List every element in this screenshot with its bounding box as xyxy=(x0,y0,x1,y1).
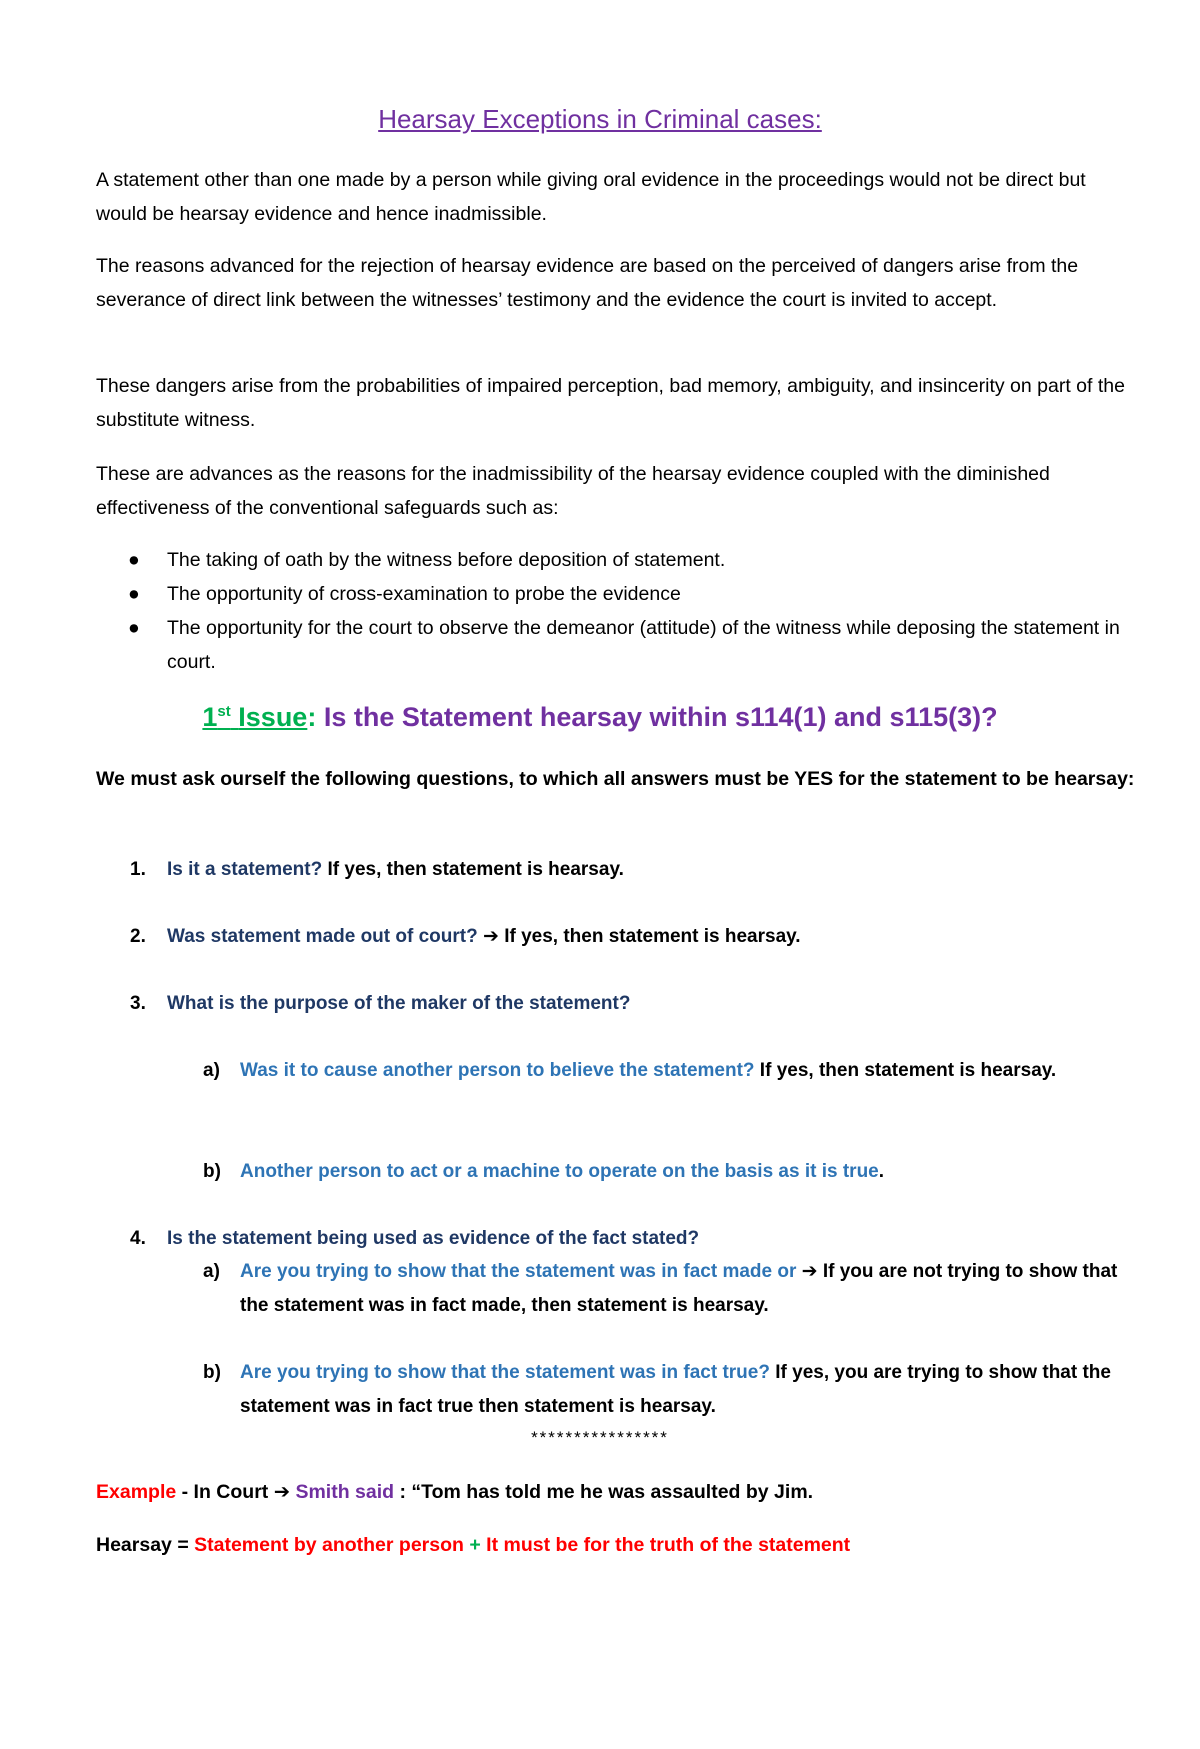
question-3b: Another person to act or a machine to operate on the basis as it is true. xyxy=(240,1161,885,1182)
sub-question-letter: b) xyxy=(203,1362,221,1383)
issue-heading xyxy=(0,702,1200,733)
question-4: Is the statement being used as evidence of the fact stated? xyxy=(167,1228,700,1249)
bullet-item: The opportunity for the court to observe the demeanor (attitude) of the witness while deposing the statement in court. xyxy=(167,617,1120,673)
question-1: Is it a statement? If yes, then statement is hearsay. xyxy=(167,859,624,880)
page-title: Hearsay Exceptions in Criminal cases: xyxy=(378,104,822,134)
question-number: 3. xyxy=(130,993,146,1014)
question-4a: Are you trying to show that the statement was in fact made or ➔ If you are not trying to show that the statement was in fact made, then statement is hearsay. xyxy=(240,1261,1118,1316)
hearsay-formula: Hearsay = Statement by another person + It must be for the truth of the statement xyxy=(96,1534,851,1556)
bullet-item: The taking of oath by the witness before deposition of statement. xyxy=(167,549,726,571)
sub-question-letter: b) xyxy=(203,1161,221,1182)
issue-label: 1st Issue xyxy=(202,702,308,732)
arrow-right-icon: ➔ xyxy=(477,926,505,947)
paragraph-dangers: These dangers arise from the probabilities of impaired perception, bad memory, ambiguity, and insincerity on part of the substitute witness. xyxy=(96,375,1125,431)
paragraph-safeguards: These are advances as the reasons for the inadmissibility of the hearsay evidence coupled with the diminished effectiveness of the conventional safeguards such as: xyxy=(96,463,1050,519)
question-number: 1. xyxy=(130,859,146,880)
paragraph-definition: A statement other than one made by a person while giving oral evidence in the proceedings would not be direct but would be hearsay evidence and hence inadmissible. xyxy=(96,169,1086,225)
sub-question-letter: a) xyxy=(203,1261,220,1282)
bullet-icon: ● xyxy=(128,583,140,605)
question-3: What is the purpose of the maker of the statement? xyxy=(167,993,631,1014)
sub-question-letter: a) xyxy=(203,1060,220,1081)
arrow-right-icon: ➔ xyxy=(796,1261,823,1282)
section-divider: **************** xyxy=(531,1428,669,1447)
example-line: Example - In Court ➔ Smith said : “Tom has told me he was assaulted by Jim. xyxy=(96,1481,814,1503)
questions-intro: We must ask ourself the following questions, to which all answers must be YES for the statement to be hearsay: xyxy=(96,768,1135,790)
question-3a: Was it to cause another person to believe the statement? If yes, then statement is hearsay. xyxy=(240,1060,1057,1081)
bullet-icon: ● xyxy=(128,549,140,571)
bullet-icon: ● xyxy=(128,617,140,639)
paragraph-reasons: The reasons advanced for the rejection of hearsay evidence are based on the perceived of dangers arise from the severance of direct link between the witnesses’ testimony and the evidence the court is invited to accept. xyxy=(96,255,1079,311)
question-number: 4. xyxy=(130,1228,146,1249)
arrow-right-icon: ➔ xyxy=(273,1481,291,1503)
question-number: 2. xyxy=(130,926,146,947)
issue-colon: : xyxy=(307,702,317,732)
question-4b: Are you trying to show that the statement was in fact true? If yes, you are trying to show that the statement was in fact true then statement is hearsay. xyxy=(240,1362,1111,1417)
issue-question: Is the Statement hearsay within s114(1) and s115(3)? xyxy=(323,702,998,732)
bullet-item: The opportunity of cross-examination to probe the evidence xyxy=(167,583,681,605)
question-2: Was statement made out of court? ➔ If yes, then statement is hearsay. xyxy=(167,926,801,947)
